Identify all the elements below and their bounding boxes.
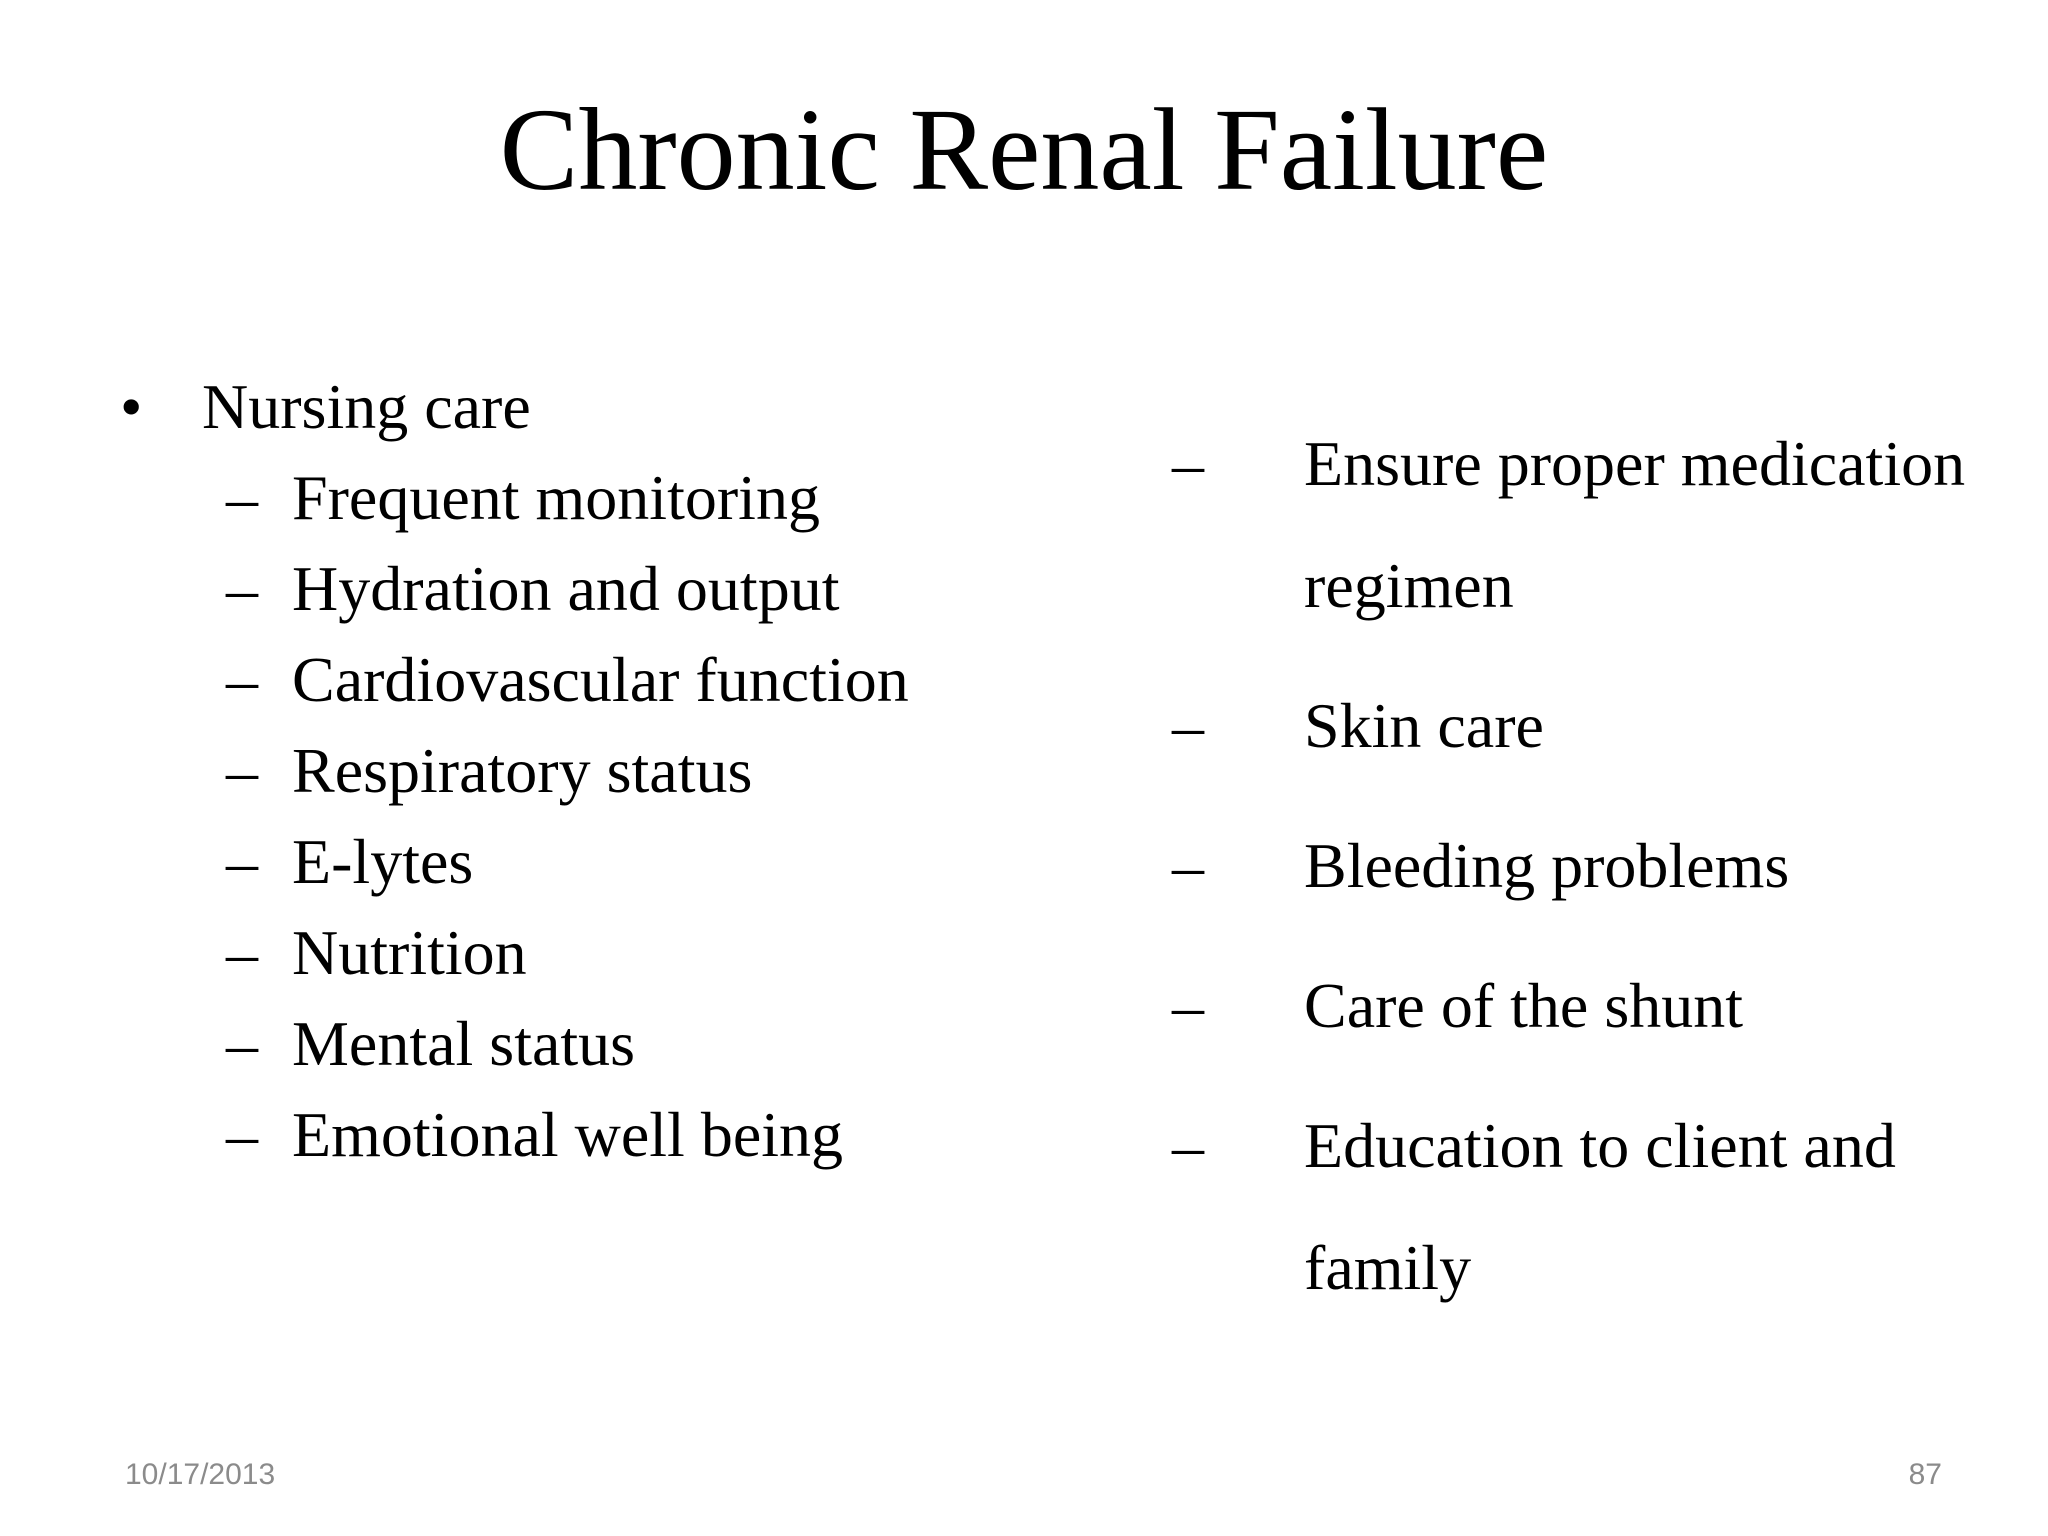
dash-marker: – (1172, 690, 1204, 761)
list-item-label: Mental status (292, 1008, 636, 1079)
slide-title: Chronic Renal Failure (499, 84, 1549, 215)
dash-marker: – (226, 735, 258, 806)
dash-marker: – (1172, 1110, 1204, 1181)
dash-marker: – (1172, 428, 1204, 499)
dash-marker: – (226, 826, 258, 897)
list-item-label: Education to client and family (1304, 1110, 1896, 1303)
list-item-label: Ensure proper medication regimen (1304, 428, 1966, 621)
dash-marker: – (226, 1008, 258, 1079)
list-item-label: Frequent monitoring (292, 462, 820, 533)
list-item-label: Hydration and output (292, 553, 840, 624)
list-item-label: Skin care (1304, 690, 1544, 761)
list-item-label: E-lytes (292, 826, 474, 897)
list-item-label: Nutrition (292, 917, 527, 988)
list-item (1172, 665, 1938, 787)
bullet-marker: • (120, 371, 143, 442)
list-item-label: Care of the shunt (1304, 970, 1743, 1041)
dash-marker: – (226, 462, 258, 533)
list-item (1172, 1085, 1938, 1329)
list-item-label: Emotional well being (292, 1099, 843, 1170)
list-item (1172, 945, 1938, 1067)
list-item-label: Cardiovascular function (292, 644, 909, 715)
dash-marker: – (226, 553, 258, 624)
list-item (1172, 805, 1938, 927)
footer-date: 10/17/2013 (125, 1458, 276, 1491)
dash-marker: – (1172, 970, 1204, 1041)
list-item-label: Bleeding problems (1304, 830, 1790, 901)
footer-page-number: 87 (1908, 1458, 1942, 1491)
list-item (1172, 403, 1966, 647)
dash-marker: – (226, 644, 258, 715)
dash-marker: – (226, 917, 258, 988)
dash-marker: – (1172, 830, 1204, 901)
right-column-sub-list (1172, 403, 1966, 1347)
bullet-label: Nursing care (202, 371, 531, 442)
list-item-label: Respiratory status (292, 735, 753, 806)
dash-marker: – (226, 1099, 258, 1170)
